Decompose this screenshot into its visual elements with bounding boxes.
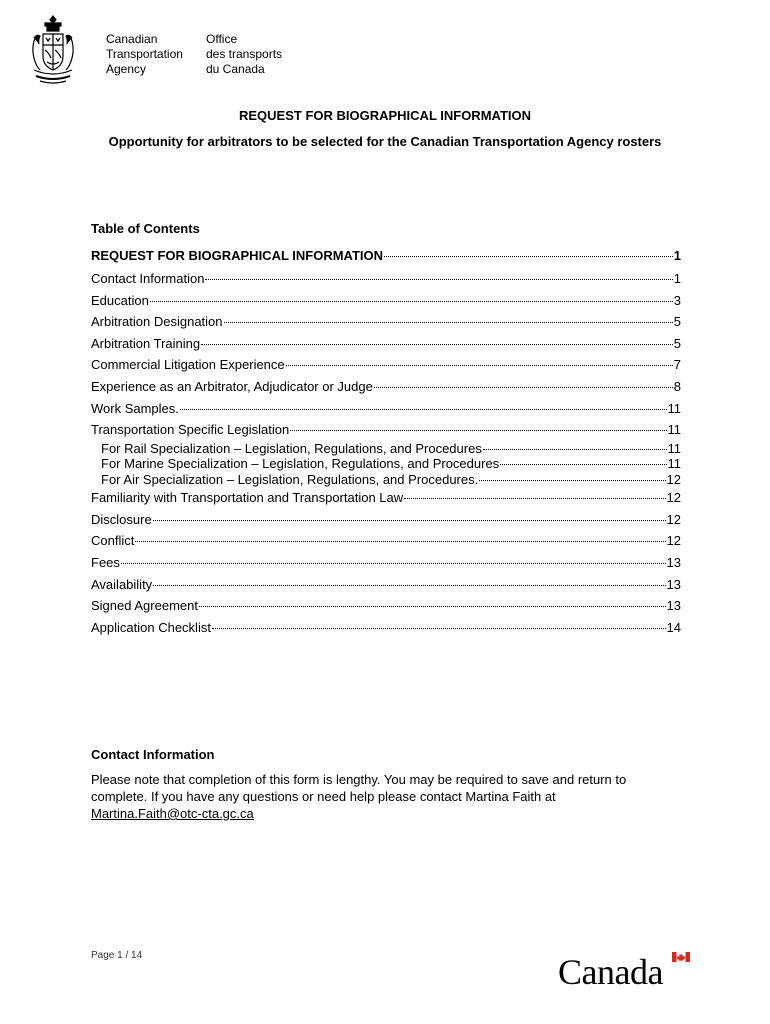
org-en-line: Canadian xyxy=(106,32,158,46)
toc-dot-leader xyxy=(224,322,673,323)
toc-dot-leader xyxy=(199,606,666,607)
toc-entry-page: 14 xyxy=(666,619,681,635)
toc-entry-label: Arbitration Training xyxy=(91,335,201,351)
toc-entry[interactable] xyxy=(91,487,681,509)
canada-wordmark xyxy=(558,950,690,990)
coat-of-arms-icon xyxy=(28,14,78,86)
toc-entry-label: Conflict xyxy=(91,533,135,549)
toc-entry-page: 13 xyxy=(666,598,681,614)
toc-entry-label: For Air Specialization – Legislation, Regulations, and Procedures. xyxy=(101,471,479,487)
toc-entry[interactable] xyxy=(91,311,681,333)
toc-entry[interactable] xyxy=(91,530,681,552)
toc-dot-leader xyxy=(150,301,673,302)
org-fr-line: des transports xyxy=(206,47,283,61)
document-subtitle: Opportunity for arbitrators to be selected for the Canadian Transportation Agency rosters xyxy=(108,134,662,149)
toc-entry-page: 12 xyxy=(666,490,681,506)
toc-entry-label: Work Samples. xyxy=(91,400,179,416)
toc-entry-page: 5 xyxy=(673,314,681,330)
toc-entry-page: 13 xyxy=(666,576,681,592)
toc-entry-label: Signed Agreement xyxy=(91,598,198,614)
wordmark-text: Canada xyxy=(558,952,663,992)
toc-entry[interactable] xyxy=(91,376,681,398)
toc-entry-label: For Rail Specialization – Legislation, Regulations, and Procedures xyxy=(101,440,482,456)
org-en-line: Agency xyxy=(106,62,147,76)
toc-entry[interactable] xyxy=(91,354,681,376)
toc-entry-page: 11 xyxy=(667,400,681,416)
toc-entry-page: 8 xyxy=(673,378,681,394)
agency-name-french xyxy=(206,32,282,77)
toc-entry[interactable] xyxy=(91,509,681,531)
toc-dot-leader xyxy=(483,449,667,450)
toc-entry-label: Arbitration Designation xyxy=(91,314,223,330)
toc-dot-leader xyxy=(479,480,665,481)
toc-entry[interactable] xyxy=(91,595,681,617)
contact-email-link[interactable]: Martina.Faith@otc-cta.gc.ca xyxy=(91,806,254,821)
contact-body-text: Please note that completion of this form is lengthy. You may be required to save and return to complete. If you have any questions or need help please contact Martina Faith at xyxy=(91,772,627,804)
toc-entry-page: 1 xyxy=(673,248,681,263)
document-title: REQUEST FOR BIOGRAPHICAL INFORMATION xyxy=(238,108,532,123)
toc-entry-page: 12 xyxy=(666,533,681,549)
org-fr-line: du Canada xyxy=(206,62,265,76)
toc-entry-page: 1 xyxy=(673,271,681,286)
toc-entry-label: Familiarity with Transportation and Transportation Law xyxy=(91,490,404,506)
toc-dot-leader xyxy=(374,387,673,388)
toc-dot-leader xyxy=(121,563,666,564)
table-of-contents xyxy=(91,244,681,638)
toc-entry-label: Education xyxy=(91,292,149,308)
toc-entry-label: For Marine Specialization – Legislation, Regulations, and Procedures xyxy=(101,456,500,472)
toc-entry-label: Disclosure xyxy=(91,511,152,527)
canadian-flag-icon xyxy=(672,952,690,962)
org-fr-line: Office xyxy=(206,32,238,46)
toc-entry-page: 5 xyxy=(673,335,681,351)
toc-entry[interactable] xyxy=(91,290,681,312)
toc-dot-leader xyxy=(205,279,672,280)
toc-entry-label: REQUEST FOR BIOGRAPHICAL INFORMATION xyxy=(91,248,384,263)
toc-entry-label: Contact Information xyxy=(91,271,205,286)
toc-dot-leader xyxy=(290,430,666,431)
toc-entry-page: 3 xyxy=(673,292,681,308)
toc-entry[interactable] xyxy=(91,398,681,420)
toc-entry[interactable] xyxy=(91,617,681,639)
toc-entry-label: Commercial Litigation Experience xyxy=(91,357,285,373)
toc-dot-leader xyxy=(135,541,665,542)
toc-entry-page: 11 xyxy=(667,440,681,456)
toc-entry[interactable] xyxy=(91,472,681,488)
toc-entry[interactable] xyxy=(91,574,681,596)
page-number: Page 1 / 14 xyxy=(91,950,143,961)
contact-paragraph xyxy=(91,771,681,822)
toc-dot-leader xyxy=(153,520,666,521)
toc-entry-label: Availability xyxy=(91,576,153,592)
toc-entry-label: Transportation Specific Legislation xyxy=(91,422,290,438)
toc-entry[interactable] xyxy=(91,333,681,355)
toc-entry-page: 11 xyxy=(667,422,681,438)
toc-entry[interactable] xyxy=(91,456,681,472)
toc-entry-label: Fees xyxy=(91,555,120,571)
toc-dot-leader xyxy=(201,344,673,345)
toc-entry-page: 12 xyxy=(666,511,681,527)
toc-entry[interactable] xyxy=(91,552,681,574)
toc-entry[interactable] xyxy=(91,244,681,268)
toc-entry-page: 7 xyxy=(673,357,681,373)
toc-dot-leader xyxy=(180,409,667,410)
toc-dot-leader xyxy=(286,365,673,366)
toc-entry[interactable] xyxy=(91,441,681,457)
toc-dot-leader xyxy=(404,498,665,499)
toc-dot-leader xyxy=(212,628,666,629)
toc-dot-leader xyxy=(153,585,665,586)
toc-entry[interactable] xyxy=(91,268,681,290)
contact-section-heading: Contact Information xyxy=(91,747,215,762)
agency-name-english xyxy=(106,32,183,77)
toc-entry-page: 12 xyxy=(666,471,681,487)
toc-entry-page: 11 xyxy=(667,456,681,472)
toc-entry-label: Application Checklist xyxy=(91,619,211,635)
toc-heading: Table of Contents xyxy=(91,221,200,236)
toc-entry-label: Experience as an Arbitrator, Adjudicator or Judge xyxy=(91,378,373,394)
toc-dot-leader xyxy=(500,464,666,465)
toc-entry-page: 13 xyxy=(666,555,681,571)
org-en-line: Transportation xyxy=(106,47,183,61)
toc-entry[interactable] xyxy=(91,419,681,441)
toc-dot-leader xyxy=(384,256,673,257)
